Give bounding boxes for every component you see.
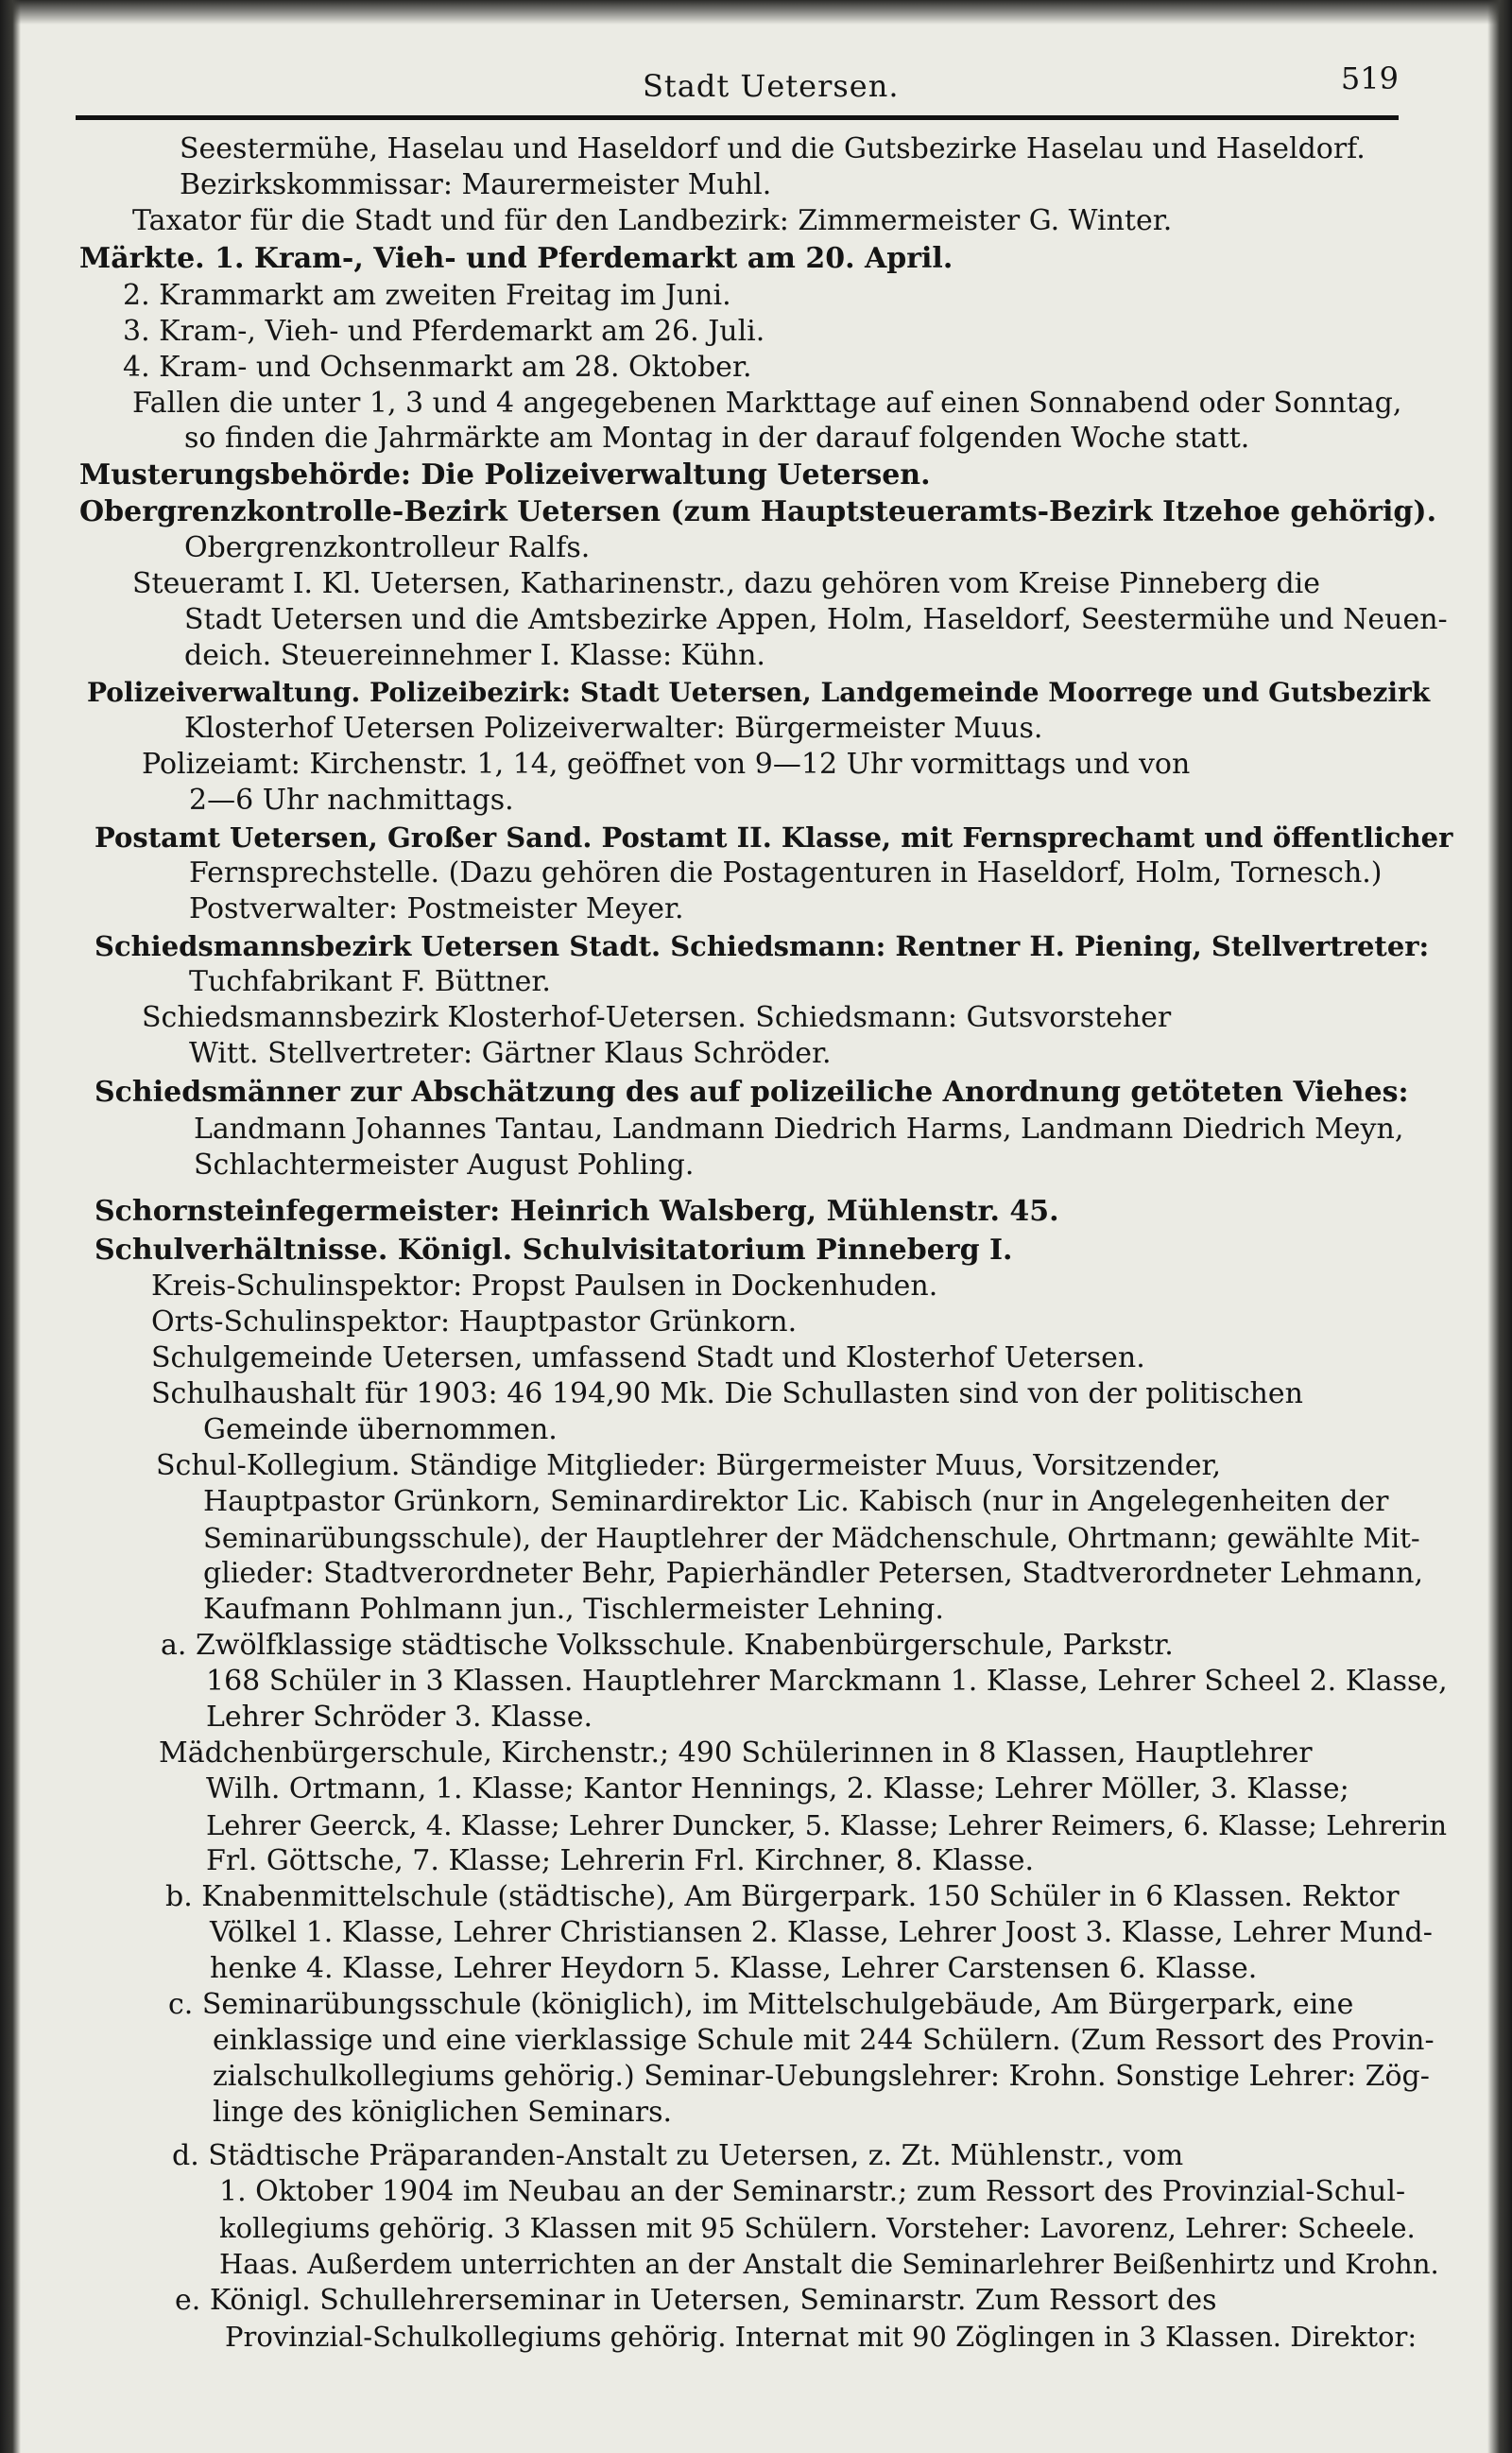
text-line: Bezirkskommissar: Maurermeister Muhl. — [180, 168, 772, 201]
page-number: 519 — [1340, 60, 1399, 96]
section-heading-line: Schiedsmannsbezirk Uetersen Stadt. Schiedsmann: Rentner H. Piening, Stellvertreter: — [94, 930, 1430, 962]
text-line: zialschulkollegiums gehörig.) Seminar-Uebungslehrer: Krohn. Sonstige Lehrer: Zög- — [213, 2060, 1430, 2093]
scan-shadow-top — [0, 0, 1512, 25]
text-line: Frl. Göttsche, 7. Klasse; Lehrerin Frl. Kirchner, 8. Klasse. — [206, 1844, 1035, 1877]
text-line: Schiedsmannsbezirk Klosterhof-Uetersen. Schiedsmann: Gutsvorsteher — [142, 1001, 1172, 1034]
text-line: Kreis-Schulinspektor: Propst Paulsen in Dockenhuden. — [151, 1270, 938, 1303]
section-heading-line: Polizeiverwaltung. Polizeibezirk: Stadt Uetersen, Landgemeinde Moorrege und Gutsbezirk — [87, 677, 1431, 708]
text-line: c. Seminarübungsschule (königlich), im Mittelschulgebäude, Am Bürgerpark, eine — [168, 1988, 1354, 2021]
scan-shadow-right — [1487, 0, 1512, 2453]
text-line: Seestermühe, Haselau und Haseldorf und die Gutsbezirke Haselau und Haseldorf. — [180, 132, 1366, 165]
text-line: 2. Krammarkt am zweiten Freitag im Juni. — [123, 279, 731, 312]
text-line: Tuchfabrikant F. Büttner. — [189, 965, 551, 998]
section-heading-line: Musterungsbehörde: Die Polizeiverwaltung Uetersen. — [79, 458, 931, 492]
section-heading-line: Postamt Uetersen, Großer Sand. Postamt II. Klasse, mit Fernsprechamt und öffentlicher — [94, 821, 1453, 854]
text-line: einklassige und eine vierklassige Schule mit 244 Schülern. (Zum Ressort des Provin- — [213, 2024, 1435, 2057]
section-heading-line: Märkte. 1. Kram-, Vieh- und Pferdemarkt am 20. April. — [79, 242, 954, 275]
text-line: d. Städtische Präparanden-Anstalt zu Uetersen, z. Zt. Mühlenstr., vom — [172, 2139, 1184, 2172]
text-line: Haas. Außerdem unterrichten an der Anstalt die Seminarlehrer Beißenhirtz und Krohn. — [219, 2248, 1439, 2280]
text-line: Schlachtermeister August Pohling. — [194, 1149, 695, 1182]
text-line: Schul-Kollegium. Ständige Mitglieder: Bürgermeister Muus, Vorsitzender, — [156, 1449, 1222, 1482]
text-line: Mädchenbürgerschule, Kirchenstr.; 490 Schülerinnen in 8 Klassen, Hauptlehrer — [159, 1736, 1313, 1770]
text-line: Fernsprechstelle. (Dazu gehören die Postagenturen in Haseldorf, Holm, Tornesch.) — [189, 856, 1383, 890]
text-line: 1. Oktober 1904 im Neubau an der Seminarstr.; zum Ressort des Provinzial-Schul- — [219, 2175, 1406, 2208]
text-line: a. Zwölfklassige städtische Volksschule. Knabenbürgerschule, Parkstr. — [161, 1629, 1174, 1662]
text-line: glieder: Stadtverordneter Behr, Papierhändler Petersen, Stadtverordneter Lehmann, — [203, 1557, 1424, 1590]
text-line: Obergrenzkontrolleur Ralfs. — [184, 531, 591, 564]
text-line: Stadt Uetersen und die Amtsbezirke Appen, Holm, Haseldorf, Seestermühe und Neuen- — [184, 603, 1448, 636]
text-line: Postverwalter: Postmeister Meyer. — [189, 892, 684, 925]
text-line: Landmann Johannes Tantau, Landmann Diedrich Harms, Landmann Diedrich Meyn, — [194, 1113, 1404, 1146]
text-line: Schulhaushalt für 1903: 46 194,90 Mk. Die Schullasten sind von der politischen — [151, 1377, 1303, 1410]
scan-shadow-left — [0, 0, 21, 2453]
text-line: Völkel 1. Klasse, Lehrer Christiansen 2. Klasse, Lehrer Joost 3. Klasse, Lehrer Mund- — [210, 1916, 1433, 1949]
text-line: Lehrer Schröder 3. Klasse. — [206, 1701, 593, 1734]
text-line: deich. Steuereinnehmer I. Klasse: Kühn. — [184, 639, 765, 672]
text-line: Hauptpastor Grünkorn, Seminardirektor Lic. Kabisch (nur in Angelegenheiten der — [203, 1485, 1389, 1518]
running-title: Stadt Uetersen. — [643, 68, 900, 104]
text-line: Lehrer Geerck, 4. Klasse; Lehrer Duncker, 5. Klasse; Lehrer Reimers, 6. Klasse; Lehrerin — [206, 1809, 1448, 1841]
text-line: Wilh. Ortmann, 1. Klasse; Kantor Hennings, 2. Klasse; Lehrer Möller, 3. Klasse; — [206, 1772, 1349, 1805]
text-line — [142, 748, 1190, 782]
text-line: Orts-Schulinspektor: Hauptpastor Grünkorn. — [151, 1305, 798, 1339]
text-line: Fallen die unter 1, 3 und 4 angegebenen Markttage auf einen Sonnabend oder Sonntag, — [132, 387, 1402, 420]
text-line: 4. Kram- und Ochsenmarkt am 28. Oktober. — [123, 351, 752, 384]
text-line: henke 4. Klasse, Lehrer Heydorn 5. Klasse, Lehrer Carstensen 6. Klasse. — [210, 1952, 1258, 1985]
text-line: Witt. Stellvertreter: Gärtner Klaus Schröder. — [189, 1037, 832, 1070]
section-heading-line: Schulverhältnisse. Königl. Schulvisitatorium Pinneberg I. — [94, 1234, 1013, 1267]
text-line: Taxator für die Stadt und für den Landbezirk: Zimmermeister G. Winter. — [132, 204, 1173, 237]
text-line: Klosterhof Uetersen Polizeiverwalter: Bürgermeister Muus. — [184, 712, 1043, 745]
police-office-text: Polizeiamt: Kirchenstr. 1, 14, geöffnet von 9—12 Uhr vormittags und von — [142, 748, 1191, 781]
text-line: Gemeinde übernommen. — [203, 1413, 558, 1446]
text-line: 168 Schüler in 3 Klassen. Hauptlehrer Marckmann 1. Klasse, Lehrer Scheel 2. Klasse, — [206, 1665, 1448, 1698]
text-line: kollegiums gehörig. 3 Klassen mit 95 Schülern. Vorsteher: Lavorenz, Lehrer: Scheele. — [219, 2212, 1416, 2244]
text-line: Steueramt I. Kl. Uetersen, Katharinenstr., dazu gehören vom Kreise Pinneberg die — [132, 567, 1321, 600]
text-line: 2—6 Uhr nachmittags. — [189, 784, 514, 817]
section-heading-line: Schornsteinfegermeister: Heinrich Walsberg, Mühlenstr. 45. — [94, 1195, 1059, 1228]
text-line: Seminarübungsschule), der Hauptlehrer der Mädchenschule, Ohrtmann; gewählte Mit- — [203, 1522, 1420, 1554]
text-line: Kaufmann Pohlmann jun., Tischlermeister Lehning. — [203, 1593, 944, 1626]
section-heading-line: Obergrenzkontrolle-Bezirk Uetersen (zum Hauptsteueramts-Bezirk Itzehoe gehörig). — [79, 495, 1437, 528]
page-header — [76, 49, 1399, 106]
section-heading-line: Schiedsmänner zur Abschätzung des auf polizeiliche Anordnung getöteten Viehes: — [94, 1076, 1409, 1109]
text-line: e. Königl. Schullehrerseminar in Uetersen, Seminarstr. Zum Ressort des — [175, 2284, 1217, 2317]
text-line: Schulgemeinde Uetersen, umfassend Stadt und Klosterhof Uetersen. — [151, 1341, 1145, 1374]
text-line: 3. Kram-, Vieh- und Pferdemarkt am 26. Juli. — [123, 315, 765, 348]
text-line: b. Knabenmittelschule (städtische), Am Bürgerpark. 150 Schüler in 6 Klassen. Rektor — [165, 1880, 1400, 1913]
header-rule — [76, 115, 1399, 120]
text-line: so finden die Jahrmärkte am Montag in der darauf folgenden Woche statt. — [184, 422, 1250, 455]
text-line: Provinzial-Schulkollegiums gehörig. Internat mit 90 Zöglingen in 3 Klassen. Direktor: — [225, 2321, 1418, 2353]
text-line: linge des königlichen Seminars. — [213, 2096, 673, 2129]
